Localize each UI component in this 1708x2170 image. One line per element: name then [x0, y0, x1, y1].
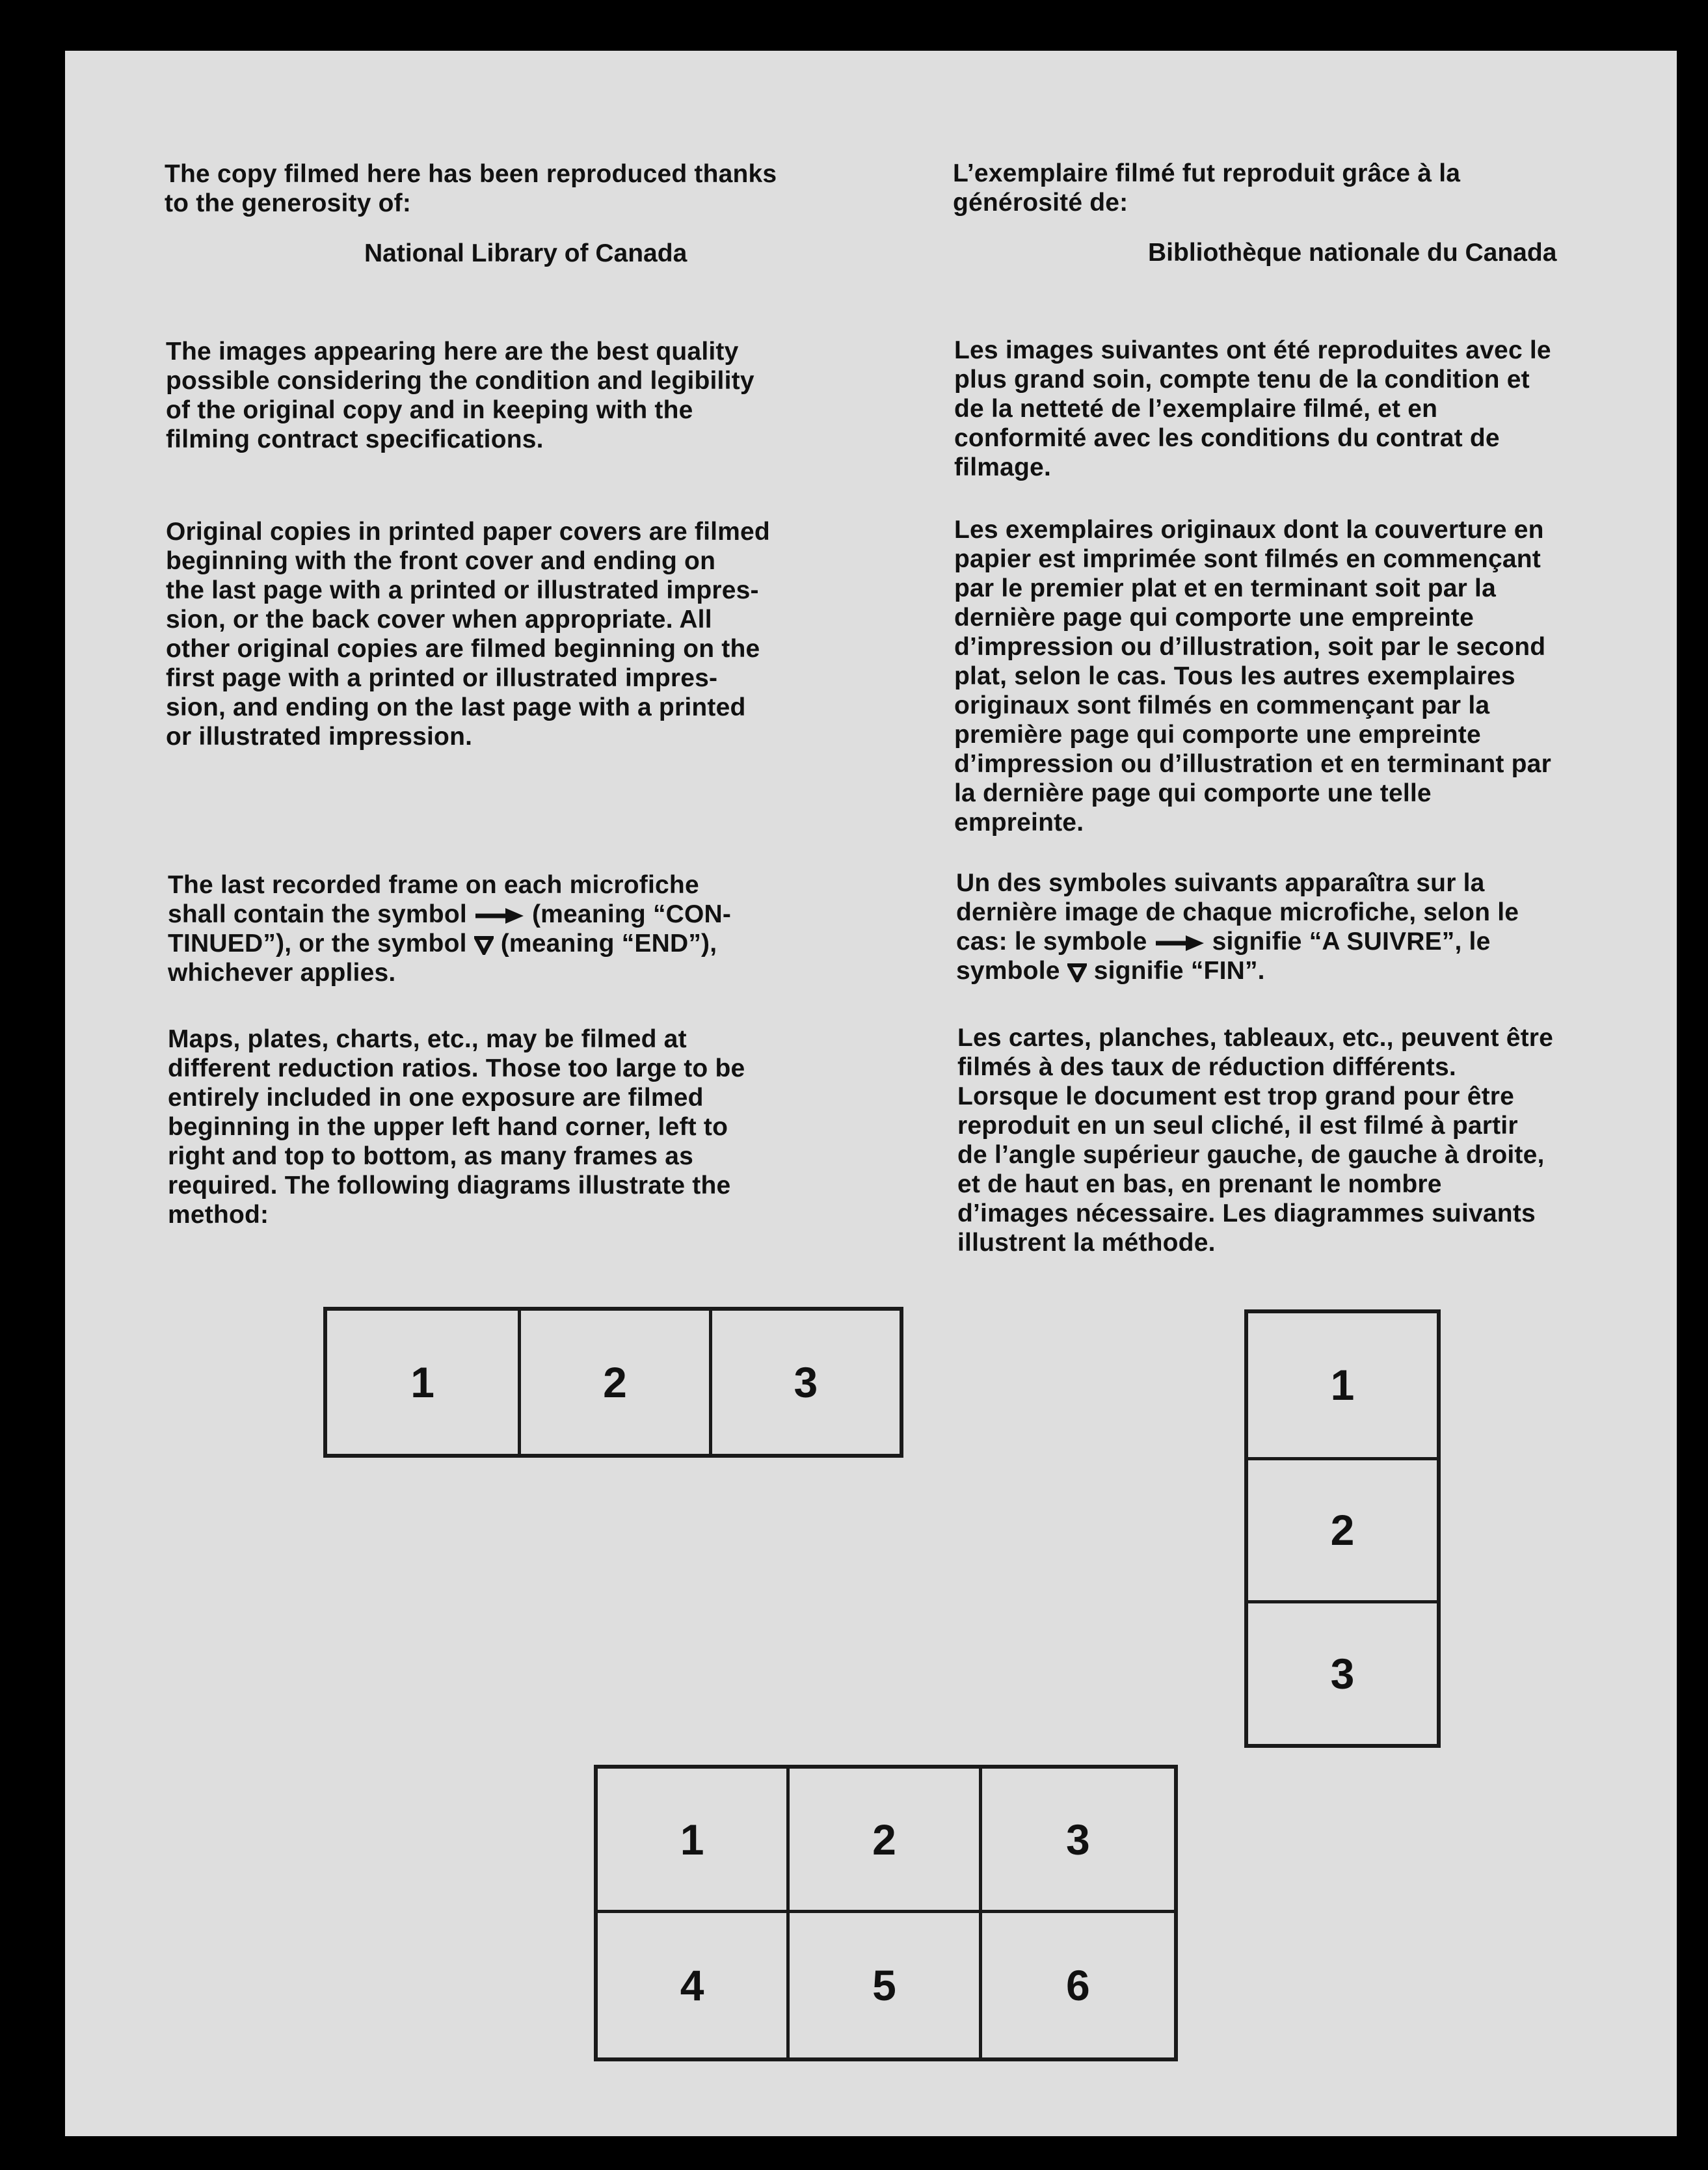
right-symbol-text	[956, 868, 1519, 985]
right-symbol-line-4	[956, 956, 1519, 985]
diagram-frame: 5	[790, 1913, 981, 2057]
diagram-frame: 3	[1248, 1600, 1437, 1744]
left-symbol-text	[168, 870, 731, 987]
right-symbol-line-4b: signifie “FIN”.	[1086, 957, 1265, 985]
left-symbol-line-3a: TINUED”), or the symbol	[168, 930, 474, 958]
triangle-down-icon	[1067, 957, 1087, 985]
diagram-frame: 6	[1065, 1961, 1090, 2009]
diagram-frame: 3	[709, 1311, 900, 1454]
left-symbol-line-3b: (meaning “END”),	[493, 930, 717, 958]
left-maps-text: Maps, plates, charts, etc., may be filmed at different reduction ratios. Those too large to be entirely included in one exposure are filmed beginning in the upper left hand corner, left to right and top to bottom, as many frames as required. The following diagrams illustrate the method:	[168, 1025, 745, 1229]
triangle-down-icon	[474, 930, 494, 958]
diagram-frame: 2	[518, 1311, 708, 1454]
right-symbol-line-1: Un des symboles suivants apparaîtra sur la	[956, 869, 1485, 897]
left-symbol-line-3	[168, 929, 731, 958]
left-symbol-line-2	[168, 900, 731, 929]
left-symbol-line-2b: (meaning “CON-	[524, 900, 732, 928]
left-symbol-line-4: whichever applies.	[168, 959, 396, 987]
right-library-name: Bibliothèque nationale du Canada	[1148, 239, 1557, 267]
diagram-frame: 1	[410, 1358, 435, 1406]
left-covers-text: Original copies in printed paper covers are filmed beginning with the front cover and ending on the last page with a printed or illustrated impres- sion, or the back cover when appropriate. All other original copies are filmed beginning on the first page with a printed or illustrated impres- sion, and ending on the last page with a printed or illustrated impression.	[166, 518, 770, 751]
left-symbol-line-1: The last recorded frame on each microfiche	[168, 871, 699, 899]
diagram-frame: 2	[1248, 1457, 1437, 1601]
right-symbol-line-3	[956, 927, 1519, 956]
right-covers-text: Les exemplaires originaux dont la couverture en papier est imprimée sont filmés en commençant par le premier plat et en terminant soit par la dernière page qui comporte une empreinte d’impression ou d’illustration, soit par le second plat, selon le cas. Tous les autres exemplaires originaux sont filmés en commençant par la première page qui comporte une empreinte d’impression ou d’illustration et en terminant par la dernière page qui comporte une telle empreinte.	[954, 516, 1551, 837]
right-symbol-line-4a: symbole	[956, 957, 1067, 985]
right-symbol-line-3a: cas: le symbole	[956, 928, 1154, 956]
left-thanks-text: The copy filmed here has been reproduced thanks to the generosity of:	[165, 160, 777, 217]
right-symbol-line-3b: signifie “A SUIVRE”, le	[1205, 928, 1491, 956]
right-quality-text: Les images suivantes ont été reproduites avec le plus grand soin, compte tenu de la condition et de la netteté de l’exemplaire filmé, et en conformité avec les conditions du contrat de filmage.	[954, 336, 1551, 481]
left-symbol-line-2a: shall contain the symbol	[168, 900, 474, 928]
diagram-vertical	[1244, 1309, 1441, 1748]
left-library-name: National Library of Canada	[364, 239, 687, 267]
arrow-icon	[1154, 928, 1205, 956]
diagram-frame: 3	[982, 1769, 1174, 1913]
diagram-grid	[594, 1765, 1178, 2061]
diagram-frame: 4	[598, 1913, 790, 2057]
diagram-frame: 1	[1330, 1361, 1355, 1410]
right-thanks-text: L’exemplaire filmé fut reproduit grâce à la générosité de:	[953, 159, 1461, 217]
left-quality-text: The images appearing here are the best quality possible considering the condition and legibility of the original copy and in keeping with the filming contract specifications.	[166, 338, 754, 453]
right-symbol-line-2: dernière image de chaque microfiche, selon le	[956, 898, 1519, 926]
arrow-icon	[474, 900, 525, 928]
diagram-frame: 2	[790, 1769, 981, 1913]
diagram-horizontal	[323, 1307, 903, 1458]
right-maps-text: Les cartes, planches, tableaux, etc., peuvent être filmés à des taux de réduction différents. Lorsque le document est trop grand pour être reproduit en un seul cliché, il est filmé à partir de l’angle supérieur gauche, de gauche à droite, et de haut en bas, en prenant le nombre d’images nécessaire. Les diagrammes suivants illustrent la méthode.	[957, 1024, 1554, 1257]
diagram-frame: 1	[598, 1769, 790, 1913]
